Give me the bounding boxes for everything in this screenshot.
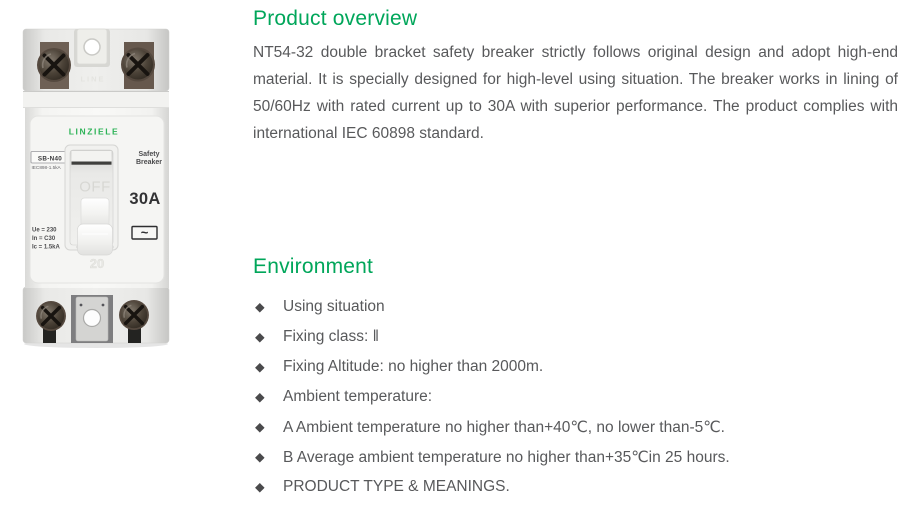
diamond-bullet-icon: ◆ [255, 419, 265, 434]
environment-item-2 [255, 322, 730, 352]
screw-icon [121, 48, 155, 82]
ac-symbol-icon: ~ [140, 224, 149, 240]
environment-item-5 [255, 412, 730, 442]
environment-item-6 [255, 442, 730, 472]
content-column [253, 0, 903, 509]
main-body [25, 108, 169, 288]
environment-item-text: PRODUCT TYPE & MEANINGS. [283, 478, 510, 495]
switch-lever-handle [78, 224, 113, 255]
diamond-bullet-icon: ◆ [255, 359, 265, 374]
embossed-number: 20 [89, 256, 105, 271]
mounting-hole [84, 310, 101, 327]
breaker-product-image [15, 28, 185, 350]
type-label-line2: Breaker [135, 159, 163, 166]
environment-item-text: Fixing Altitude: no higher than 2000m. [283, 358, 544, 375]
model-sub-label: IEC898-1.5kA [31, 165, 61, 170]
environment-item-text: Fixing class: ‖ [283, 328, 379, 345]
switch-state-label: OFF [79, 178, 111, 196]
environment-item-7 [255, 472, 730, 502]
type-label-line1: Safety [138, 151, 160, 158]
environment-heading: Environment [253, 255, 374, 278]
spec-line: In = C30 [32, 236, 56, 242]
screw-icon [37, 48, 71, 82]
bottom-terminal [23, 287, 169, 343]
environment-list [255, 292, 730, 502]
environment-item-text: A Ambient temperature no higher than+40℃, no lower than-5℃. [283, 418, 725, 436]
model-label: SB-N40 [37, 155, 63, 163]
screw-icon [119, 300, 149, 330]
environment-item-4 [255, 382, 730, 412]
switch-lever-neck [81, 198, 109, 228]
mounting-hole [84, 39, 100, 55]
diamond-bullet-icon: ◆ [255, 479, 265, 494]
upper-band [23, 91, 169, 108]
breaker-photo [15, 28, 185, 350]
environment-item-1 [255, 292, 730, 322]
spec-line: Ic = 1.5kA [32, 244, 60, 251]
diamond-bullet-icon: ◆ [255, 299, 265, 314]
overview-paragraph: NT54-32 double bracket safety breaker strictly follows original design and adopt high-end material. It is specially designed for high-level using situation. The breaker works in lining of 50/60Hz with rated current up to 30A with superior performance. The product complies with international IEC 60898 standard. [253, 44, 898, 142]
switch-slot [72, 162, 112, 165]
spec-line: Ue = 230 [32, 227, 57, 234]
toggle-switch [65, 145, 118, 255]
screw-icon [36, 301, 66, 331]
environment-item-3 [255, 352, 730, 382]
overview-heading: Product overview [253, 7, 418, 30]
rating-label: 30A [129, 189, 161, 208]
environment-item-text: Ambient temperature: [283, 388, 433, 405]
environment-item-text: B Average ambient temperature no higher than+35℃in 25 hours. [283, 448, 730, 466]
top-terminal [23, 29, 169, 91]
environment-item-text: Using situation [283, 298, 385, 315]
brand-label: LINZIELE [68, 126, 120, 137]
diamond-bullet-icon: ◆ [255, 329, 265, 344]
diamond-bullet-icon: ◆ [255, 449, 265, 464]
diamond-bullet-icon: ◆ [255, 389, 265, 404]
line-embossed-label: LINE [80, 74, 106, 84]
